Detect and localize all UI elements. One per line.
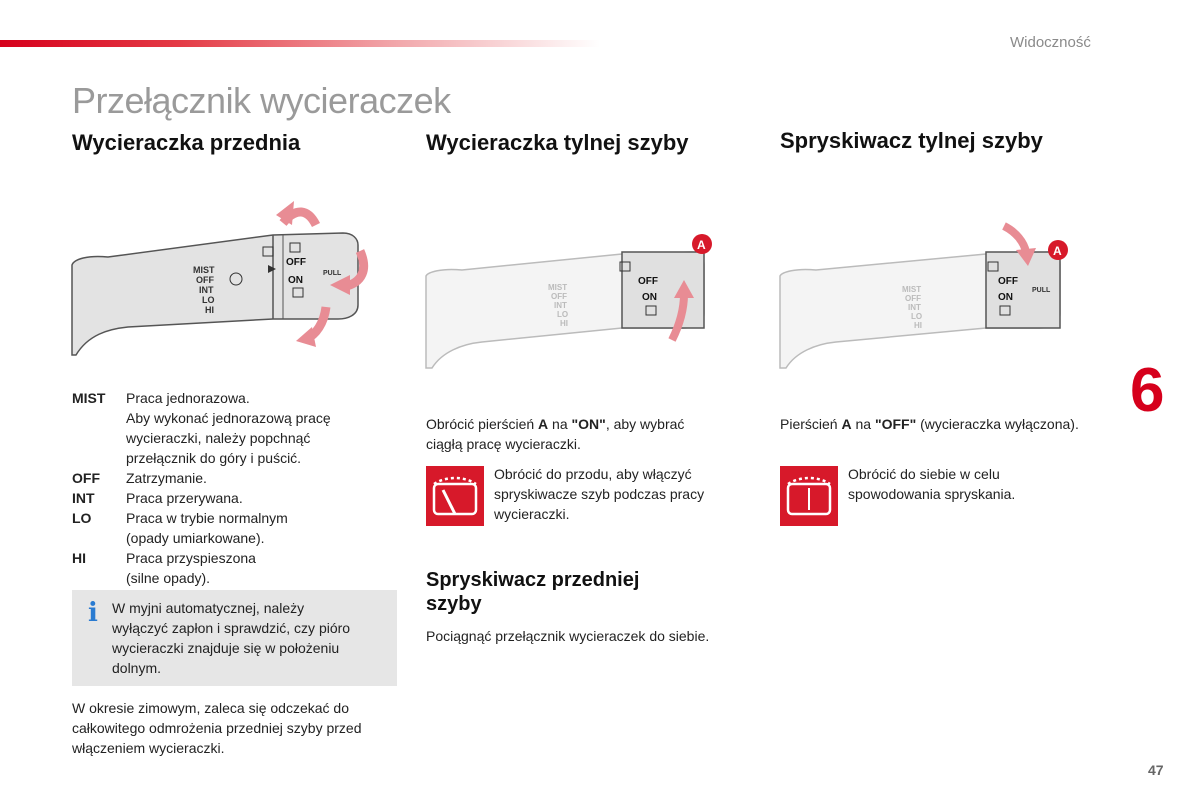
svg-text:LO: LO (557, 310, 569, 319)
svg-text:OFF: OFF (905, 294, 921, 303)
rear-washer-stalk-illustration (776, 222, 1076, 372)
svg-text:A: A (1053, 244, 1062, 258)
svg-text:INT: INT (199, 285, 214, 295)
front-wiper-modes (72, 388, 392, 588)
svg-text:HI: HI (914, 321, 922, 330)
accent-bar (0, 40, 600, 47)
info-text: W myjni automatycznej, należy wyłączyć zapłon i sprawdzić, czy pióro wycieraczki znajduje się w położeniu dolnym. (112, 600, 351, 676)
chapter-number: 6 (1130, 356, 1165, 425)
svg-text:ON: ON (288, 275, 303, 286)
rear-washer-icon (780, 466, 838, 526)
rear-washer-title: Spryskiwacz tylnej szyby (780, 128, 1043, 153)
mode-row: OFF Zatrzymanie. (72, 470, 207, 486)
svg-text:OFF: OFF (196, 275, 214, 285)
front-wiper-stalk-illustration (68, 195, 378, 360)
svg-text:OFF: OFF (998, 276, 1018, 287)
rear-wiper-stalk-illustration (422, 232, 722, 372)
svg-text:HI: HI (560, 319, 568, 328)
svg-text:HI: HI (205, 305, 214, 315)
mode-row: MIST Praca jednorazowa. (72, 390, 250, 406)
front-washer-title: Spryskiwacz przedniej szyby (426, 569, 640, 615)
svg-text:OFF: OFF (286, 257, 306, 268)
svg-text:LO: LO (202, 295, 215, 305)
svg-text:MIST: MIST (902, 285, 922, 294)
mode-row: (silne opady). (126, 570, 211, 586)
rear-wiper-icon-text: Obrócić do przodu, aby włączyć spryskiwacze szyb podczas pracy wycieraczki. (494, 466, 705, 522)
info-icon: i (88, 598, 98, 628)
marker-a: A (697, 238, 706, 252)
mode-row: wycieraczki, należy popchnąć (126, 430, 311, 446)
svg-text:PULL: PULL (1032, 287, 1051, 294)
svg-text:PULL: PULL (323, 270, 342, 277)
svg-text:OFF: OFF (551, 292, 567, 301)
mode-row: LO Praca w trybie normalnym (72, 510, 288, 526)
svg-text:INT: INT (554, 301, 567, 310)
svg-text:LO: LO (911, 312, 923, 321)
winter-note: W okresie zimowym, zaleca się odczekać do całkowitego odmrożenia przedniej szyby przed włączeniem wycieraczki. (72, 700, 362, 756)
rear-wiper-text: Obrócić pierścień A na "ON", aby wybrać ciągłą pracę wycieraczki. (426, 416, 685, 452)
svg-text:ON: ON (642, 292, 657, 303)
front-wiper-title: Wycieraczka przednia (72, 130, 301, 155)
mode-row: HI Praca przyspieszona (72, 550, 256, 566)
mode-row: Aby wykonać jednorazową pracę (126, 410, 331, 426)
mode-row: INT Praca przerywana. (72, 490, 243, 506)
rear-washer-icon-text: Obrócić do siebie w celu spowodowania spryskania. (848, 466, 1016, 502)
mode-row: (opady umiarkowane). (126, 530, 265, 546)
front-washer-text: Pociągnąć przełącznik wycieraczek do siebie. (426, 628, 710, 644)
svg-text:ON: ON (998, 292, 1013, 303)
rear-wiper-washer-icon (426, 466, 484, 526)
info-box (72, 590, 397, 686)
rear-wiper-title: Wycieraczka tylnej szyby (426, 130, 689, 155)
svg-text:INT: INT (908, 303, 921, 312)
svg-text:MIST: MIST (548, 283, 568, 292)
page-title: Przełącznik wycieraczek (72, 80, 451, 121)
section-label: Widoczność (1010, 34, 1091, 51)
svg-text:OFF: OFF (638, 276, 658, 287)
page-number: 47 (1148, 762, 1164, 778)
rear-washer-text: Pierścień A na "OFF" (wycieraczka wyłączona). (780, 416, 1079, 432)
stalk-mist-label: MIST (193, 265, 215, 275)
mode-row: przełącznik do góry i puścić. (126, 450, 302, 466)
